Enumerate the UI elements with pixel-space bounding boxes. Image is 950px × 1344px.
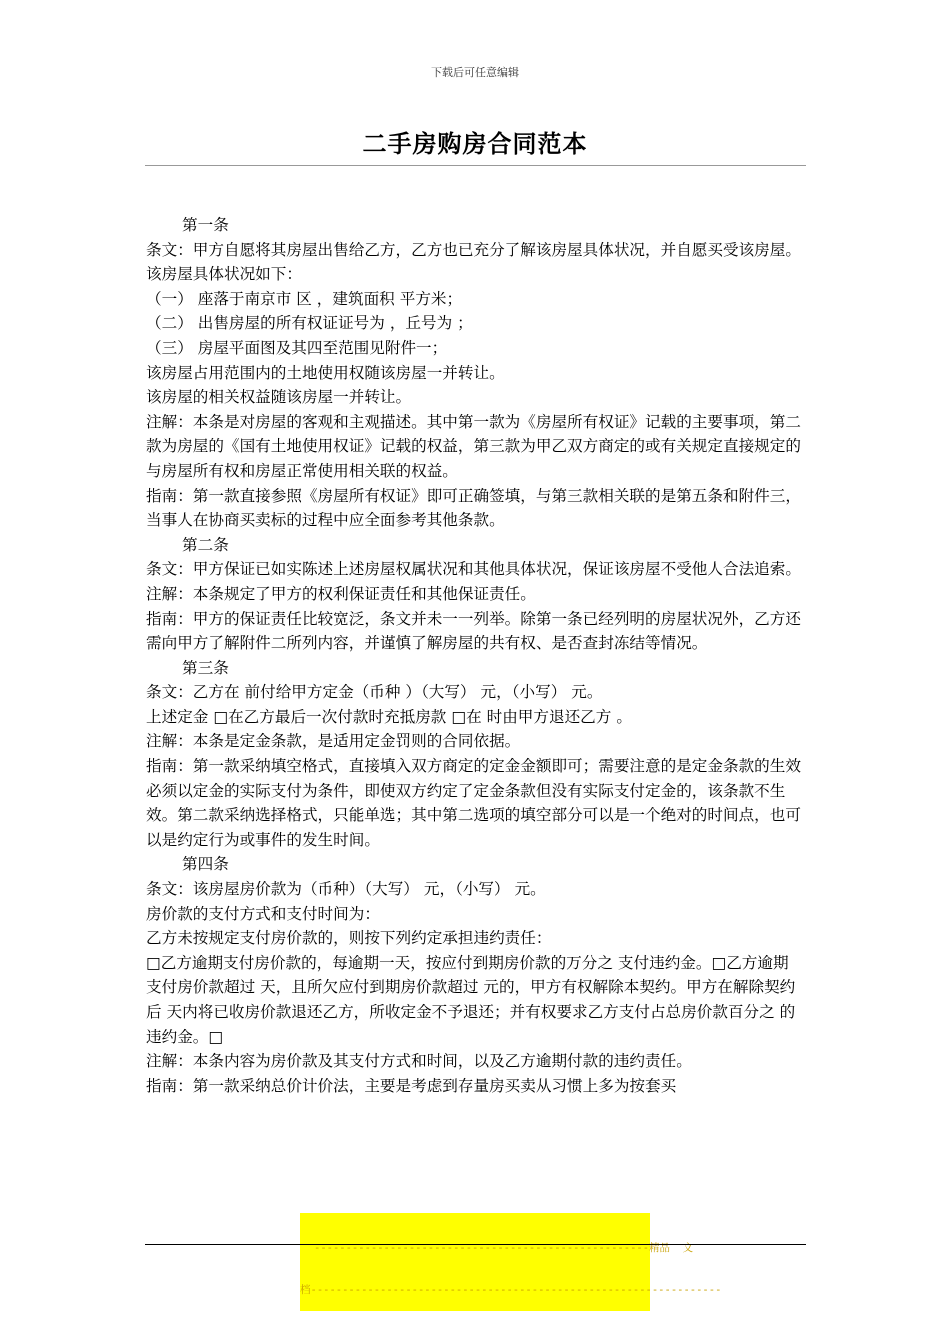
article-heading: 第三条 [182,658,229,677]
paragraph: 指南：第一款采纳总价计价法，主要是考虑到存量房买卖从习惯上多为按套买 [146,1076,677,1095]
article-heading: 第四条 [182,855,229,874]
paragraph: 条文：甲方保证已如实陈述上述房屋权属状况和其他具体状况，保证该房屋不受他人合法追索。 [146,560,801,579]
paragraph: （三） 房屋平面图及其四至范围见附件一； [146,338,448,357]
paragraph: 指南：第一款直接参照《房屋所有权证》即可正确签填，与第三款相关联的是第五条和附件三，当事人在协商买卖标的过程中应全面参考其他条款。 [146,486,801,530]
footer-divider [145,1244,806,1245]
page-header: 下载后可任意编辑 [431,66,519,79]
footer-watermark [300,1213,722,1311]
paragraph: 该房屋的相关权益随该房屋一并转让。 [146,388,412,407]
paragraph: （二） 出售房屋的所有权证证号为 ，丘号为 ； [146,314,473,333]
paragraph: 指南：甲方的保证责任比较宽泛，条文并未一一列举。除第一条已经列明的房屋状况外，乙方还需向甲方了解附件二所列内容，并谨慎了解房屋的共有权、是否查封冻结等情况。 [146,609,801,653]
paragraph: 注解：本条是定金条款，是适用定金罚则的合同依据。 [146,732,521,751]
article-heading: 第一条 [182,216,229,234]
paragraph: 上述定金 □在乙方最后一次付款时充抵房款 □在 时由甲方退还乙方 。 [146,707,632,726]
paragraph: 注解：本条内容为房价款及其支付方式和时间，以及乙方逾期付款的违约责任。 [146,1052,692,1071]
title-divider [145,165,806,166]
paragraph: 注解：本条是对房屋的客观和主观描述。其中第一款为《房屋所有权证》记载的主要事项，第二款为房屋的《国有土地使用权证》记载的权益，第三款为甲乙双方商定的或有关规定直接规定的与房屋所有权和房屋正常使用相关联的权益。 [146,412,801,480]
footer-line-1: -----------------------------------------------------精品 文 [314,1242,694,1254]
document-body [146,213,804,1098]
paragraph: 指南：第一款采纳填空格式，直接填入双方商定的定金金额即可；需要注意的是定金条款的生效必须以定金的实际支付为条件，即使双方约定了定金条款但没有实际支付定金的，该条款不生效。第二款采纳选择格式，只能单选；其中第二选项的填空部分可以是一个绝对的时间点，也可以是约定行为或事件的发生时间。 [146,757,801,849]
article-heading: 第二条 [182,535,229,554]
paragraph: 乙方未按规定支付房价款的，则按下列约定承担违约责任： [146,929,552,948]
paragraph: □乙方逾期支付房价款的，每逾期一天，按应付到期房价款的万分之 支付违约金。□乙方逾期支付房价款超过 天，且所欠应付到期房价款超过 元的，甲方有权解除本契约。甲方在解除契约后 天内将已收房价款退还乙方，所收定金不予退还；并有权要求乙方支付占总房价款百分之 的违约金。□ [146,953,796,1046]
footer-line-2: 档----------------------------------------------------------------- [300,1284,722,1296]
paragraph: 房价款的支付方式和支付时间为： [146,904,380,923]
paragraph: 该房屋占用范围内的土地使用权随该房屋一并转让。 [146,363,505,382]
paragraph: 条文：乙方在 前付给甲方定金（币种 ）（大写） 元，（小写） 元。 [146,683,603,702]
paragraph: 条文：该房屋房价款为（币种）（大写） 元，（小写） 元。 [146,880,546,899]
paragraph: （一） 座落于南京市 区 ，建筑面积 平方米； [146,289,463,308]
paragraph: 条文：甲方自愿将其房屋出售给乙方，乙方也已充分了解该房屋具体状况，并自愿买受该房屋。该房屋具体状况如下： [146,240,801,284]
document-title: 二手房购房合同范本 [362,130,588,158]
paragraph: 注解：本条规定了甲方的权利保证责任和其他保证责任。 [146,584,536,603]
